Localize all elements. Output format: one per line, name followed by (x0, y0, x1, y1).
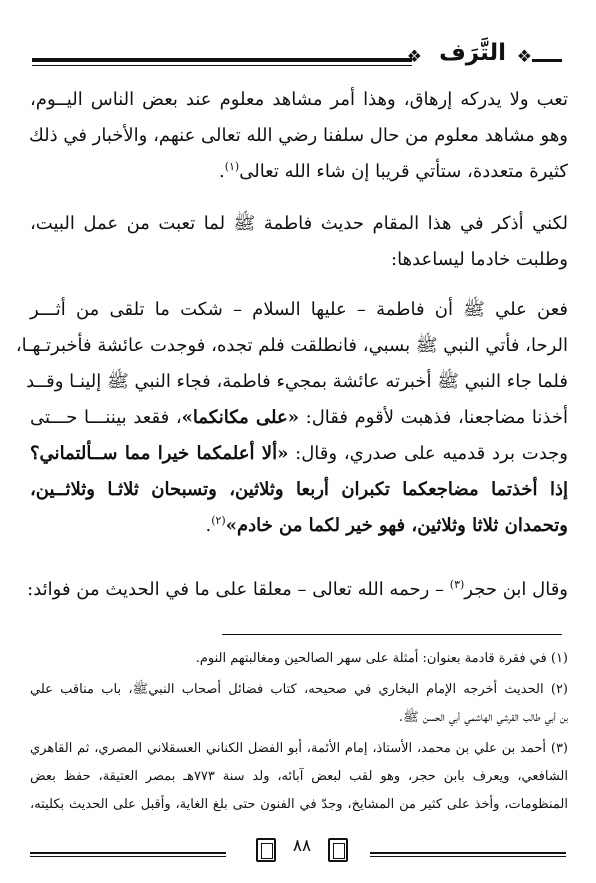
footnote-ref[interactable]: (٣) (449, 578, 465, 591)
body-line-text: وقال ابن حجر (464, 579, 568, 600)
body-line-text: ، فقعد بيننـــا حـــتى (30, 407, 182, 428)
footer-rule (30, 856, 226, 857)
body-line: فلما جاء النبي ﷺ أخبرته عائشة بمجيء فاطمة، فجاء النبي ﷺ إلينـا وقــد (26, 371, 568, 392)
book-icon (328, 838, 348, 862)
body-line (27, 578, 568, 602)
body-line-text: كثيرة متعددة، ستأتي قريبا إن شاء الله تعالى (239, 161, 568, 182)
footer-rule (370, 856, 566, 857)
ornament-icon: ❖ (406, 47, 422, 67)
body-line: تعب ولا يدركه إرهاق، وهذا أمر مشاهد معلوم عند بعض الناس اليــوم، (30, 89, 568, 110)
body-line-end: . (205, 515, 212, 536)
header-title: التَّرَف (439, 40, 506, 66)
footnote: (١) في فقرة قادمة بعنوان: أمثلة على سهر الصالحين ومغالبتهم النوم. (195, 651, 568, 666)
footnote-ref[interactable]: (١) (224, 160, 240, 173)
header-rule-thin (32, 65, 412, 66)
ornament-icon: ❖ (516, 47, 532, 67)
running-header (32, 38, 562, 78)
body-line: وهو مشاهد معلوم من حال سلفنا رضي الله تعالى عنهم، والأخبار في ذلك (28, 125, 568, 146)
footnote: (٣) أحمد بن علي بن محمد، الأستاذ، إمام الأئمة، أبو الفضل الكناني العسقلاني المصري، ثم القاهري (30, 741, 568, 756)
body-line (30, 442, 568, 466)
footnote-ref[interactable]: (٢) (211, 514, 226, 527)
footer-rule (30, 852, 226, 854)
hadith-line (30, 514, 568, 538)
footnote: المنظومات، وأخذ على كثير من المشايخ، وجدّ في الفنون حتى بلغ الغاية، وأقبل على الحديث بكليته، (30, 797, 568, 812)
page-footer (30, 832, 566, 866)
header-rule-tail (532, 59, 562, 62)
footer-rule (370, 852, 566, 854)
body-line: فعن علي ﷺ أن فاطمة – عليها السلام – شكت ما تلقى من أثـــر (30, 299, 568, 320)
body-line (30, 160, 568, 184)
footnote-separator (222, 634, 562, 635)
body-line (30, 406, 568, 430)
body-line-text: – رحمه الله تعالى – معلقا على ما في الحديث من فوائد: (27, 579, 445, 600)
footnote: بن أبي طالب القرشي الهاشمي أبي الحسن ﷺ. (398, 710, 568, 725)
hadith-quote: «على مكانكما» (181, 407, 299, 428)
hadith-quote: «ألا أعلمكما خيرا مما ســألتماني؟ (30, 443, 289, 464)
body-line-text: وجدت برد قدميه على صدري، وقال: (295, 443, 568, 464)
body-line: وطلبت خادما ليساعدها: (391, 249, 568, 270)
page-number: ٨٨ (292, 836, 312, 856)
footnote: (٢) الحديث أخرجه الإمام البخاري في صحيحه، كتاب فضائل أصحاب النبيﷺ، باب مناقب علي (30, 682, 568, 697)
hadith-line: إذا أخذتما مضاجعكما تكبران أربعا وثلاثين، وتسبحان ثلاثـا وثلاثــين، (30, 479, 568, 500)
header-rule (32, 58, 412, 62)
body-line: لكني أذكر في هذا المقام حديث فاطمة ﷺ لما تعبت من عمل البيت، (30, 213, 568, 234)
body-line-text: أخذنا مضاجعنا، فذهبت لأقوم فقال: (305, 407, 568, 428)
hadith-quote: وتحمدان ثلاثا وثلاثين، فهو خير لكما من خادم» (225, 515, 568, 536)
footnote: الشافعي، ويعرف بابن حجر، وهو لقب لبعض آبائه، ولد سنة ٧٧٣هـ بمصر العتيقة، حفظ بعض (30, 769, 569, 784)
body-line: الرحا، فأتي النبي ﷺ بسبي، فانطلقت فلم تجده، فوجدت عائشة فأخبرتـهـا، (15, 335, 568, 356)
book-icon (256, 838, 276, 862)
body-line-end: . (218, 161, 225, 182)
